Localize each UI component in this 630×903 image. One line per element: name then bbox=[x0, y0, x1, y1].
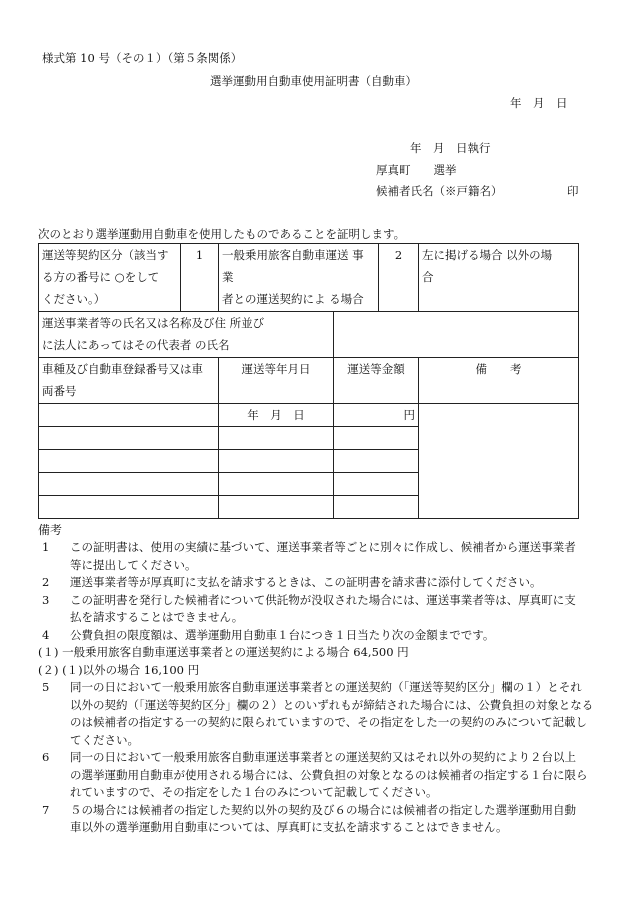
note-item bbox=[38, 574, 598, 592]
note-number: 5 bbox=[42, 680, 50, 694]
note-line: 運送事業者等が厚真町に支払を請求するときは、この証明書を請求書に添付してください。 bbox=[70, 575, 542, 589]
operator-label-line: に法人にあってはその代表者 の氏名 bbox=[42, 338, 230, 352]
note-item bbox=[38, 802, 598, 837]
date-cell[interactable] bbox=[219, 427, 334, 450]
operator-label bbox=[39, 312, 334, 358]
contract-type-label bbox=[39, 244, 181, 312]
operator-field[interactable] bbox=[334, 312, 579, 358]
vehicle-number-label-line: 両番号 bbox=[42, 384, 77, 398]
note-line: の選挙運動用自動車が使用される場合には、公費負担の対象となるのは候補者の指定する１台に限ら bbox=[70, 767, 588, 782]
note-sub-item: (１) 一般乗用旅客自動車運送事業者との運送契約による場合 64,500 円 bbox=[38, 645, 409, 659]
date-cell[interactable] bbox=[219, 450, 334, 473]
note-number: 3 bbox=[42, 592, 50, 607]
note-line: 同一の日において一般乗用旅客自動車運送事業者との運送契約又はそれ以外の契約により２台以上 bbox=[70, 750, 576, 764]
operator-label-line: 運送事業者等の氏名又は名称及び住 所並び bbox=[42, 316, 265, 330]
note-number: 6 bbox=[42, 750, 50, 764]
note-line: この証明書は、使用の実績に基づいて、運送事業者等ごとに別々に作成し、候補者から運送事業者 bbox=[70, 540, 576, 554]
vehicle-cell[interactable] bbox=[39, 450, 219, 473]
election-name: 厚真町 選挙 bbox=[376, 163, 457, 177]
vehicle-number-label-line: 車種及び自動車登録番号又は車 bbox=[42, 362, 203, 376]
note-line: のは候補者の指定する一の契約に限られていますので、その指定をした一の契約のみについて記載し bbox=[70, 715, 588, 729]
issue-date-line: 年 月 日 bbox=[510, 96, 568, 110]
amount-cell[interactable] bbox=[334, 450, 419, 473]
note-line: 等に提出してください。 bbox=[70, 557, 197, 572]
option-2-text bbox=[419, 244, 579, 312]
column-header-remarks: 備 考 bbox=[419, 358, 579, 404]
note-line: 車以外の選挙運動用自動車については、厚真町に支払を請求することはできません。 bbox=[70, 820, 508, 834]
amount-cell[interactable] bbox=[334, 473, 419, 496]
remarks-cell[interactable] bbox=[419, 404, 579, 519]
vehicle-number-label bbox=[39, 358, 219, 404]
note-item bbox=[38, 592, 598, 627]
option-2-number[interactable]: 2 bbox=[379, 244, 419, 312]
date-cell[interactable] bbox=[219, 473, 334, 496]
vehicle-cell[interactable] bbox=[39, 496, 219, 519]
note-line: てください。 bbox=[70, 732, 139, 747]
vehicle-cell[interactable] bbox=[39, 427, 219, 450]
note-item bbox=[38, 679, 598, 749]
date-cell[interactable] bbox=[219, 496, 334, 519]
amount-cell[interactable] bbox=[334, 427, 419, 450]
contract-type-label-line: る方の番号に ○をして bbox=[42, 270, 160, 284]
column-header-date: 運送等年月日 bbox=[219, 358, 334, 404]
note-item bbox=[38, 749, 598, 802]
vehicle-cell[interactable] bbox=[39, 404, 219, 427]
note-number: 7 bbox=[42, 802, 50, 817]
note-item bbox=[38, 539, 598, 574]
note-number: 2 bbox=[42, 575, 50, 589]
amount-cell[interactable]: 円 bbox=[334, 404, 419, 427]
option-1-text bbox=[219, 244, 379, 312]
note-line: 公費負担の限度額は、選挙運動用自動車１台につき１日当たり次の金額までです。 bbox=[70, 627, 495, 642]
option-2-text-line: 合 bbox=[422, 270, 434, 284]
form-number: 様式第 10 号（その１）（第５条関係） bbox=[42, 51, 243, 65]
candidate-name-label: 候補者氏名（※戸籍名） bbox=[376, 184, 503, 198]
document-title: 選挙運動用自動車使用証明書（自動車） bbox=[210, 74, 417, 88]
note-sub-item: (２) (１)以外の場合 16,100 円 bbox=[38, 662, 200, 677]
notes-section bbox=[38, 521, 598, 837]
option-1-text-line: 者との運送契約によ る場合 bbox=[222, 292, 364, 306]
contract-type-label-line: ください。） bbox=[42, 292, 106, 306]
note-line: ５の場合には候補者の指定した契約以外の契約及び６の場合には候補者の指定した選挙運動用自動 bbox=[70, 802, 576, 817]
column-header-amount: 運送等金額 bbox=[334, 358, 419, 404]
intro-statement: 次のとおり選挙運動用自動車を使用したものであることを証明します。 bbox=[38, 227, 406, 241]
option-1-text-line: 一般乗用旅客自動車運送 事業 bbox=[222, 248, 364, 284]
notes-heading: 備考 bbox=[38, 523, 63, 537]
note-line: れていますので、その指定をした１台のみについて記載してください。 bbox=[70, 785, 438, 799]
seal-mark: 印 bbox=[567, 184, 579, 198]
date-cell[interactable]: 年 月 日 bbox=[219, 404, 334, 427]
note-line: 以外の契約（「運送等契約区分」欄の２）とのいずれもが締結された場合には、公費負担の対象となる bbox=[70, 697, 594, 712]
usage-table bbox=[38, 243, 579, 519]
amount-cell[interactable] bbox=[334, 496, 419, 519]
note-line: 同一の日において一般乗用旅客自動車運送事業者との運送契約（「運送等契約区分」欄の１）とそれ bbox=[70, 680, 582, 694]
note-number: 4 bbox=[42, 627, 50, 642]
election-date: 年 月 日執行 bbox=[410, 141, 491, 155]
note-number: 1 bbox=[42, 540, 50, 554]
note-line: 払を請求することはできません。 bbox=[70, 610, 244, 624]
contract-type-label-line: 運送等契約区分（該当す bbox=[42, 248, 169, 262]
option-2-text-line: 左に掲げる場合 以外の場 bbox=[422, 248, 553, 262]
vehicle-cell[interactable] bbox=[39, 473, 219, 496]
note-line: この証明書を発行した候補者について供託物が没収された場合には、運送事業者等は、厚真町に支 bbox=[70, 592, 576, 607]
option-1-number[interactable]: 1 bbox=[181, 244, 219, 312]
note-item bbox=[38, 627, 598, 645]
